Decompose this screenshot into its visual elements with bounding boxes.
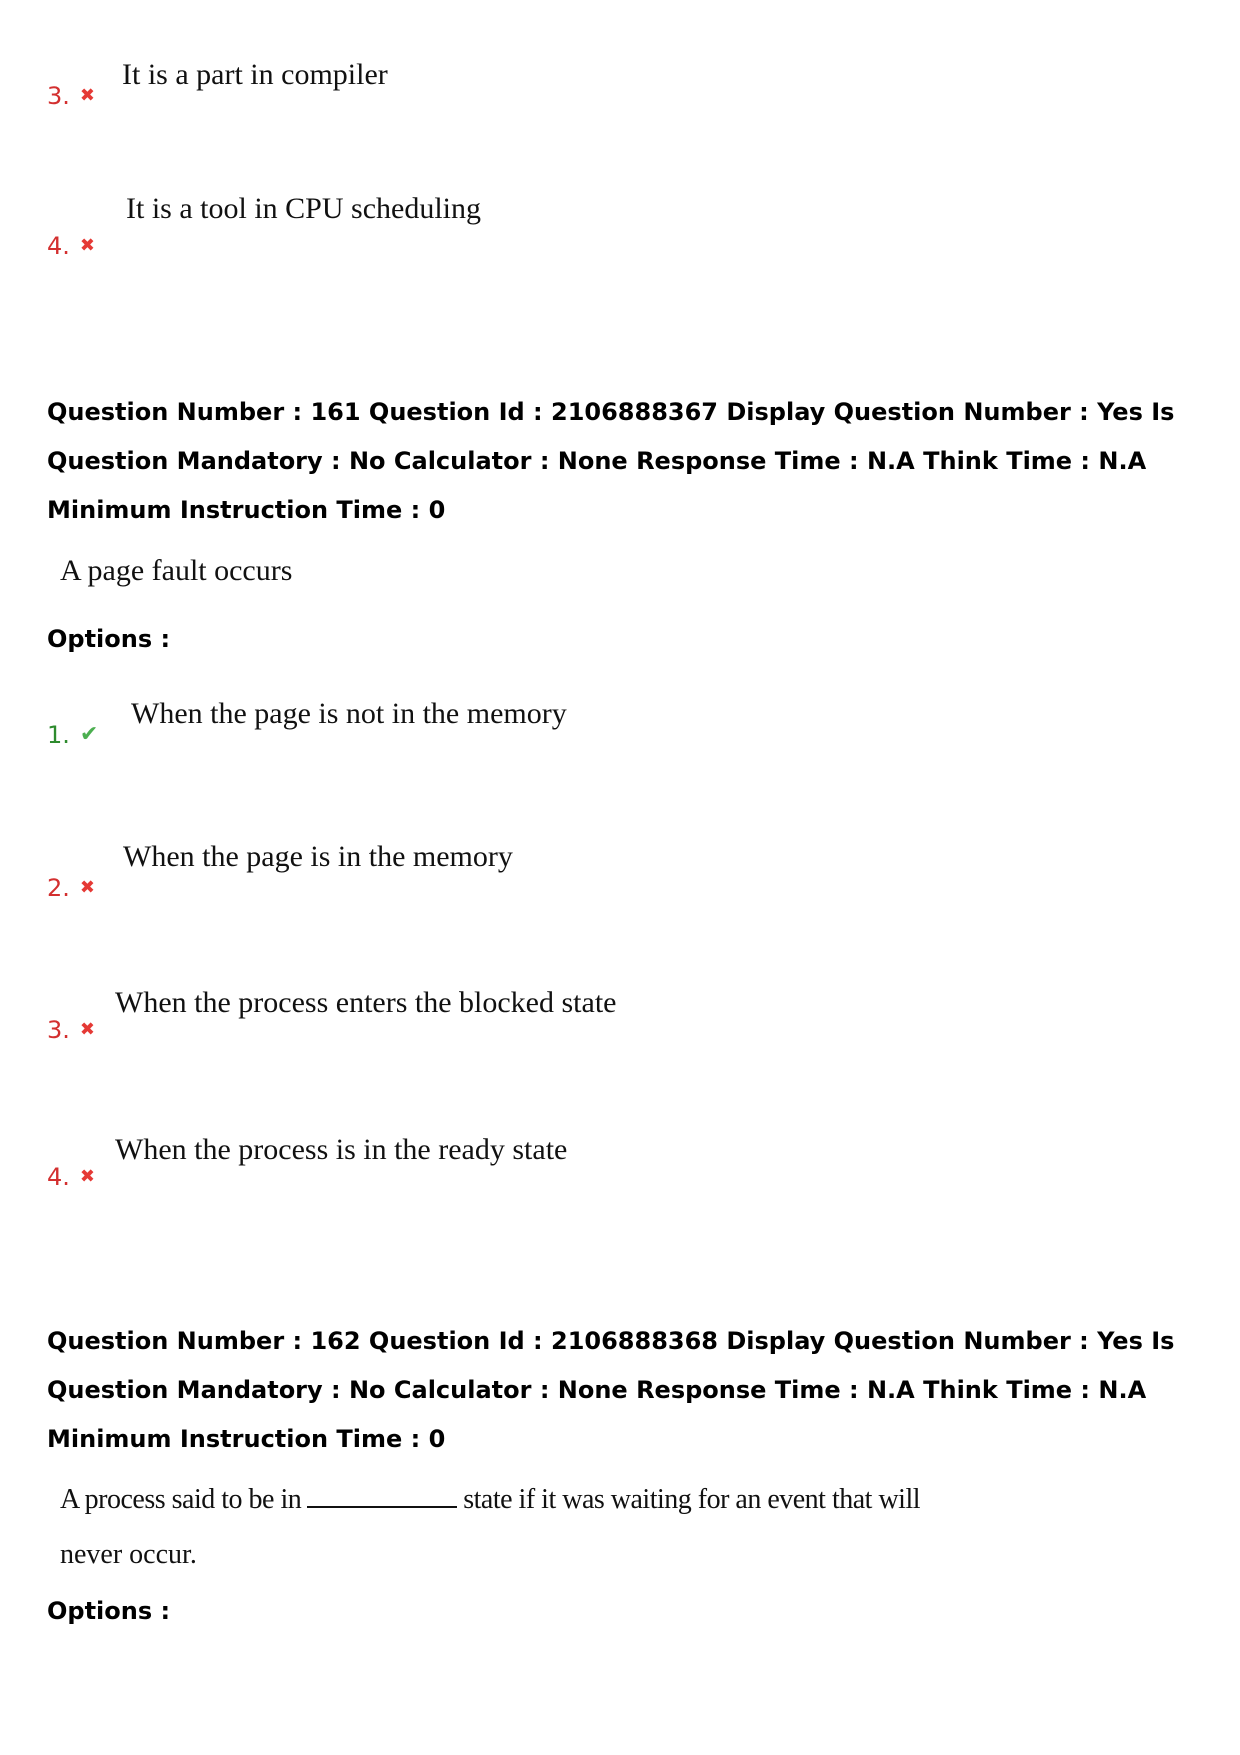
option-marker-161-1 xyxy=(47,721,98,749)
check-icon: ✔ xyxy=(79,722,99,747)
options-label-161: Options : xyxy=(47,625,171,653)
option-text-prev-4: It is a tool in CPU scheduling xyxy=(126,192,481,225)
cross-icon: ✖ xyxy=(79,1019,95,1040)
option-marker-161-2 xyxy=(47,874,95,902)
option-text-161-1: When the page is not in the memory xyxy=(131,697,567,730)
option-text-161-2: When the page is in the memory xyxy=(123,840,513,873)
option-text-161-4: When the process is in the ready state xyxy=(115,1133,568,1166)
option-marker-161-3 xyxy=(47,1016,95,1044)
question-text-part2: state if it was waiting for an event that will xyxy=(463,1484,921,1515)
option-number: 3. xyxy=(47,82,70,110)
cross-icon: ✖ xyxy=(79,877,95,898)
cross-icon: ✖ xyxy=(79,1166,95,1187)
option-marker-prev-3 xyxy=(47,82,95,110)
question-text-161: A page fault occurs xyxy=(60,554,293,587)
question-text-162-line2: never occur. xyxy=(60,1539,197,1570)
cross-icon: ✖ xyxy=(79,235,95,256)
option-number: 4. xyxy=(47,1163,70,1191)
question-header-161: Question Number : 161 Question Id : 2106888367 Display Question Number : Yes Is Question Mandatory : No Calculator : None Response Time : N.A Think Time : N.A Minimum Instruction Time : 0 xyxy=(47,398,1175,524)
option-number: 2. xyxy=(47,874,70,902)
question-text-part1: A process said to be in xyxy=(60,1484,302,1515)
question-text-162-line1 xyxy=(60,1484,920,1516)
option-text-prev-3: It is a part in compiler xyxy=(122,58,388,91)
option-marker-prev-4 xyxy=(47,232,95,260)
option-text-161-3: When the process enters the blocked state xyxy=(115,986,617,1019)
question-header-162: Question Number : 162 Question Id : 2106888368 Display Question Number : Yes Is Question Mandatory : No Calculator : None Response Time : N.A Think Time : N.A Minimum Instruction Time : 0 xyxy=(47,1327,1175,1453)
option-number: 3. xyxy=(47,1016,70,1044)
options-label-162: Options : xyxy=(47,1597,171,1625)
option-number: 1. xyxy=(47,721,70,749)
fill-in-blank xyxy=(307,1505,457,1508)
option-marker-161-4 xyxy=(47,1163,95,1191)
cross-icon: ✖ xyxy=(79,85,95,106)
option-number: 4. xyxy=(47,232,70,260)
